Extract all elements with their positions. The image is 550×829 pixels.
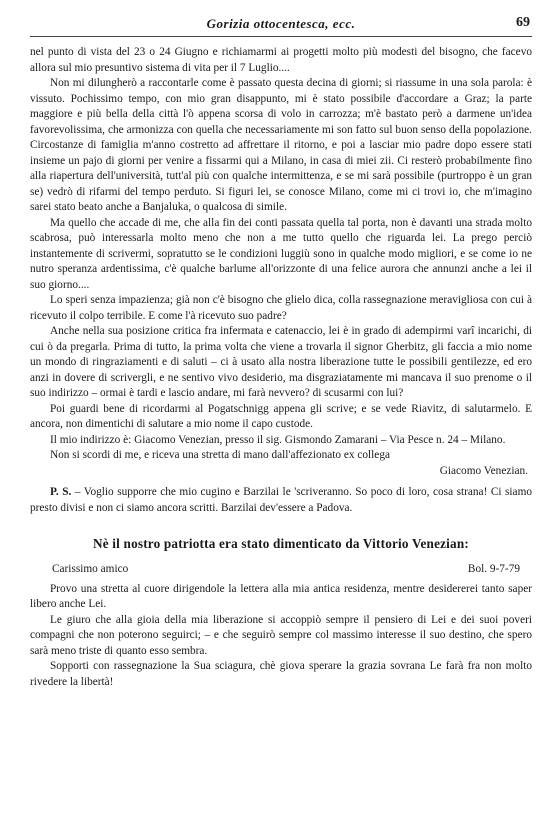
paragraph: Lo speri senza impazienza; già non c'è bisogno che glielo dica, colla rassegnazione meravigliosa con cui à ricevuto il colpo terribile. E come l'à ricevuto suo padre? <box>30 294 532 322</box>
postscript-label: P. S. <box>50 486 72 498</box>
page-number: 69 <box>516 15 530 30</box>
paragraph: Provo una stretta al cuore dirigendole la lettera alla mia antica residenza, mentre desidererei tanto saper libero anche Lei. <box>30 582 532 610</box>
paragraph: Poi guardi bene di ricordarmi al Pogatschnigg appena gli scrive; e se vede Riavitz, di salutarmelo. E ancora, non dimentichi di salutare a mio nome il capo custode. <box>30 402 532 430</box>
letter-date: Bol. 9-7-79 <box>467 563 520 575</box>
postscript <box>30 485 532 516</box>
salutation: Carissimo amico <box>52 563 129 575</box>
second-letter-body <box>30 582 532 691</box>
running-title: Gorizia ottocentesca, ecc. <box>206 16 356 31</box>
paragraph: Le giuro che alla gioia della mia liberazione si accoppiò sempre il pensiero di Lei e dei suoi poveri compagni che non poterono seguirci; – e che seguirò sempre col massimo interesse il suo destino, che spero sarà meno triste di quanto esso sembra. <box>30 613 532 657</box>
page-header <box>30 10 532 37</box>
paragraph: Non si scordi di me, e riceva una stretta di mano dall'affezionato ex collega <box>50 449 390 461</box>
section-title: Nè il nostro patriotta era stato dimenticato da Vittorio Venezian: <box>93 536 469 551</box>
signature: Giacomo Venezian. <box>439 464 528 477</box>
paragraph: Ma quello che accade di me, che alla fin dei conti passata quella tal porta, non è davanti una strada molto scabrosa, può interessarla molto meno che non a me tutto quello che riguarda lei. La prego perciò instantemente di scrivermi, sopratutto se le condizioni luggiù sono in qualche modo migliori, e se come io ne nutro speranza ardentissima, c'è qualche barlume all'orizzonte di una felice aurora che annunzi anche a lei il suo giorno.... <box>30 216 532 291</box>
paragraph: Anche nella sua posizione critica fra infermata e catenaccio, lei è in grado di adempirmi varî incarichi, di cui ò da pregarla. Prima di tutto, la prima volta che viene a trovarla il signor Gherbitz, gli faccia a mio nome un mondo di ringraziamenti e di saluti – ci à usato alla nostra liberazione tutte le possibili gentilezze, ed ero anzi in dovere di scrivergli, e ne sentivo vivo desiderio, ma disgraziatamente mi mancava il suo prenome o il suo indirizzo – ormai è tardi e lascio andare, mi farà nevvero? di scusarmi con lui? <box>30 325 532 399</box>
paragraph: Non mi dilungherò a raccontarle come è passato questa decina di giorni; si riassume in una sola parola: è vissuto. Pochissimo tempo, con mio gran disappunto, mi è stato possibile d'accordare a Graz; la parte maggiore e più bella della città l'ò appena scorsa di volo in carrozza; m'è bastato però a darmene un'idea favorevolissima, che armonizza con quella che necessariamente mi son fatto sul buon senso della popolazione. Circostanze di famiglia m'anno costretto ad affrettare il ritorno, e poi a lasciar mio padre dopo essere stati insieme un pajo di giorni per venire a fissarmi qui a Milano, in casa di miei zii. Ci resterò probabilmente fino alla riapertura dell'università, tutt'al più con qualche intermittenza, e se mi sarà possibile (purtroppo è un gran se) vedrò di rifarmi del tempo perduto. Si figuri lei, se conosce Milano, come mi ci trovi io, che m'imagino sarei stato beato anche a Banjaluka, o qualcosa di simile. <box>30 77 532 213</box>
paragraph: Il mio indirizzo è: Giacomo Venezian, presso il sig. Gismondo Zamarani – Via Pesce n. 24 – Milano. <box>50 433 506 446</box>
letter-body <box>30 45 532 516</box>
postscript-text: – Voglio supporre che mio cugino e Barzilai le 'scriveranno. So poco di loro, cosa strana! Ci siamo presto divisi e non ci siamo ancora scritti. Barzilai dev'essere a Padova. <box>30 486 533 514</box>
paragraph: nel punto di vista del 23 o 24 Giugno e richiamarmi ai progetti molto più modesti del bisogno, che facevo allora sul mio presuntivo sistema di vita per il 7 Luglio.... <box>30 46 532 74</box>
paragraph: Sopporti con rassegnazione la Sua sciagura, chè giova sperare la grazia sovrana Le farà fra non molto rivedere la libertà! <box>30 660 532 688</box>
letter-heading <box>30 562 532 578</box>
